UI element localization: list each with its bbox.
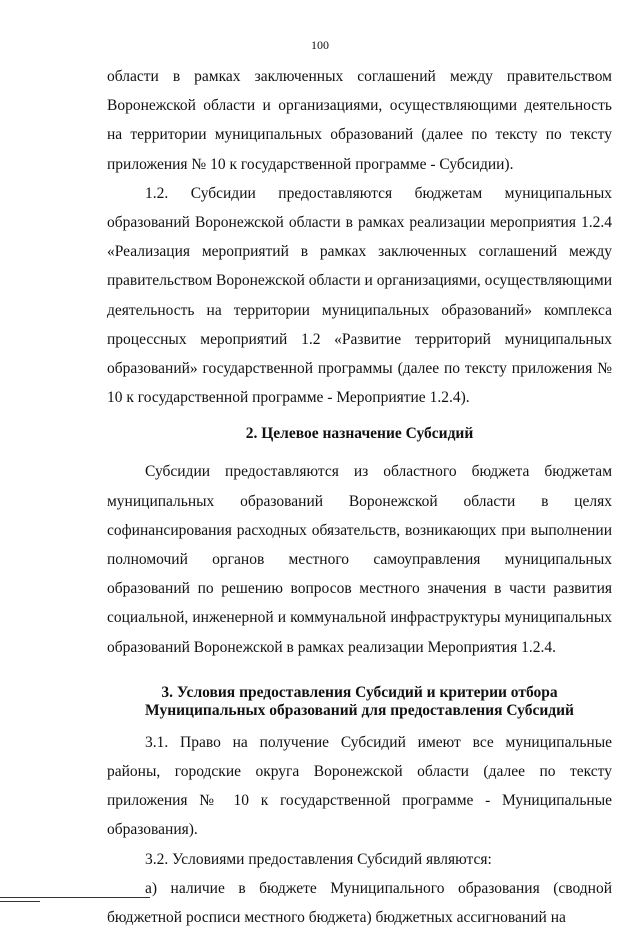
paragraph-continuation: области в рамках заключенных соглашений между правительством Воронежской области и организациями, осуществляющими деятельность на территории муниципальных образований (далее по тексту по тексту приложения № 10 к государственной программе - Субсидии).	[107, 68, 612, 173]
section-2-heading: 2. Целевое назначение Субсидий	[245, 425, 474, 443]
paragraph-3-1: 3.1. Право на получение Субсидий имеют все муниципальные районы, городские округа Воронежской области (далее по тексту приложения № 10 к государственной программе - Муниципальные образования).	[107, 733, 612, 839]
paragraph-3-2-a: а) наличие в бюджете Муниципального образования (сводной бюджетной росписи местного бюджета) бюджетных ассигнований на	[107, 879, 612, 927]
section-3-heading-line-1: 3. Условия предоставления Субсидий и критерии отбора	[161, 683, 558, 701]
section-3-heading-line-2: Муниципальных образований для предоставления Субсидий	[145, 701, 574, 719]
footer-rule-short	[0, 901, 40, 902]
footer-rule	[0, 897, 150, 898]
paragraph-1-2: 1.2. Субсидии предоставляются бюджетам муниципальных образований Воронежской области в рамках реализации мероприятия 1.2.4 «Реализация мероприятий в рамках заключенных соглашений между правительством Воронежской области и организациями, осуществляющими деятельность на территории муниципальных образований» комплекса процессных мероприятий 1.2 «Развитие территорий муниципальных образований» государственной программы (далее по тексту приложения № 10 к государственной программе - Мероприятие 1.2.4).	[107, 184, 612, 407]
page-number: 100	[311, 38, 329, 52]
section-2-paragraph: Субсидии предоставляются из областного бюджета бюджетам муниципальных образований Воронежской области в целях софинансирования расходных обязательств, возникающих при выполнении полномочий органов местного самоуправления муниципальных образований по решению вопросов местного значения в части развития социальной, инженерной и коммунальной инфраструктуры муниципальных образований Воронежской в рамках реализации Мероприятия 1.2.4.	[107, 463, 612, 656]
paragraph-3-2: 3.2. Условиями предоставления Субсидий являются:	[145, 850, 492, 868]
section-3-heading	[107, 684, 612, 720]
document-body	[107, 62, 612, 932]
